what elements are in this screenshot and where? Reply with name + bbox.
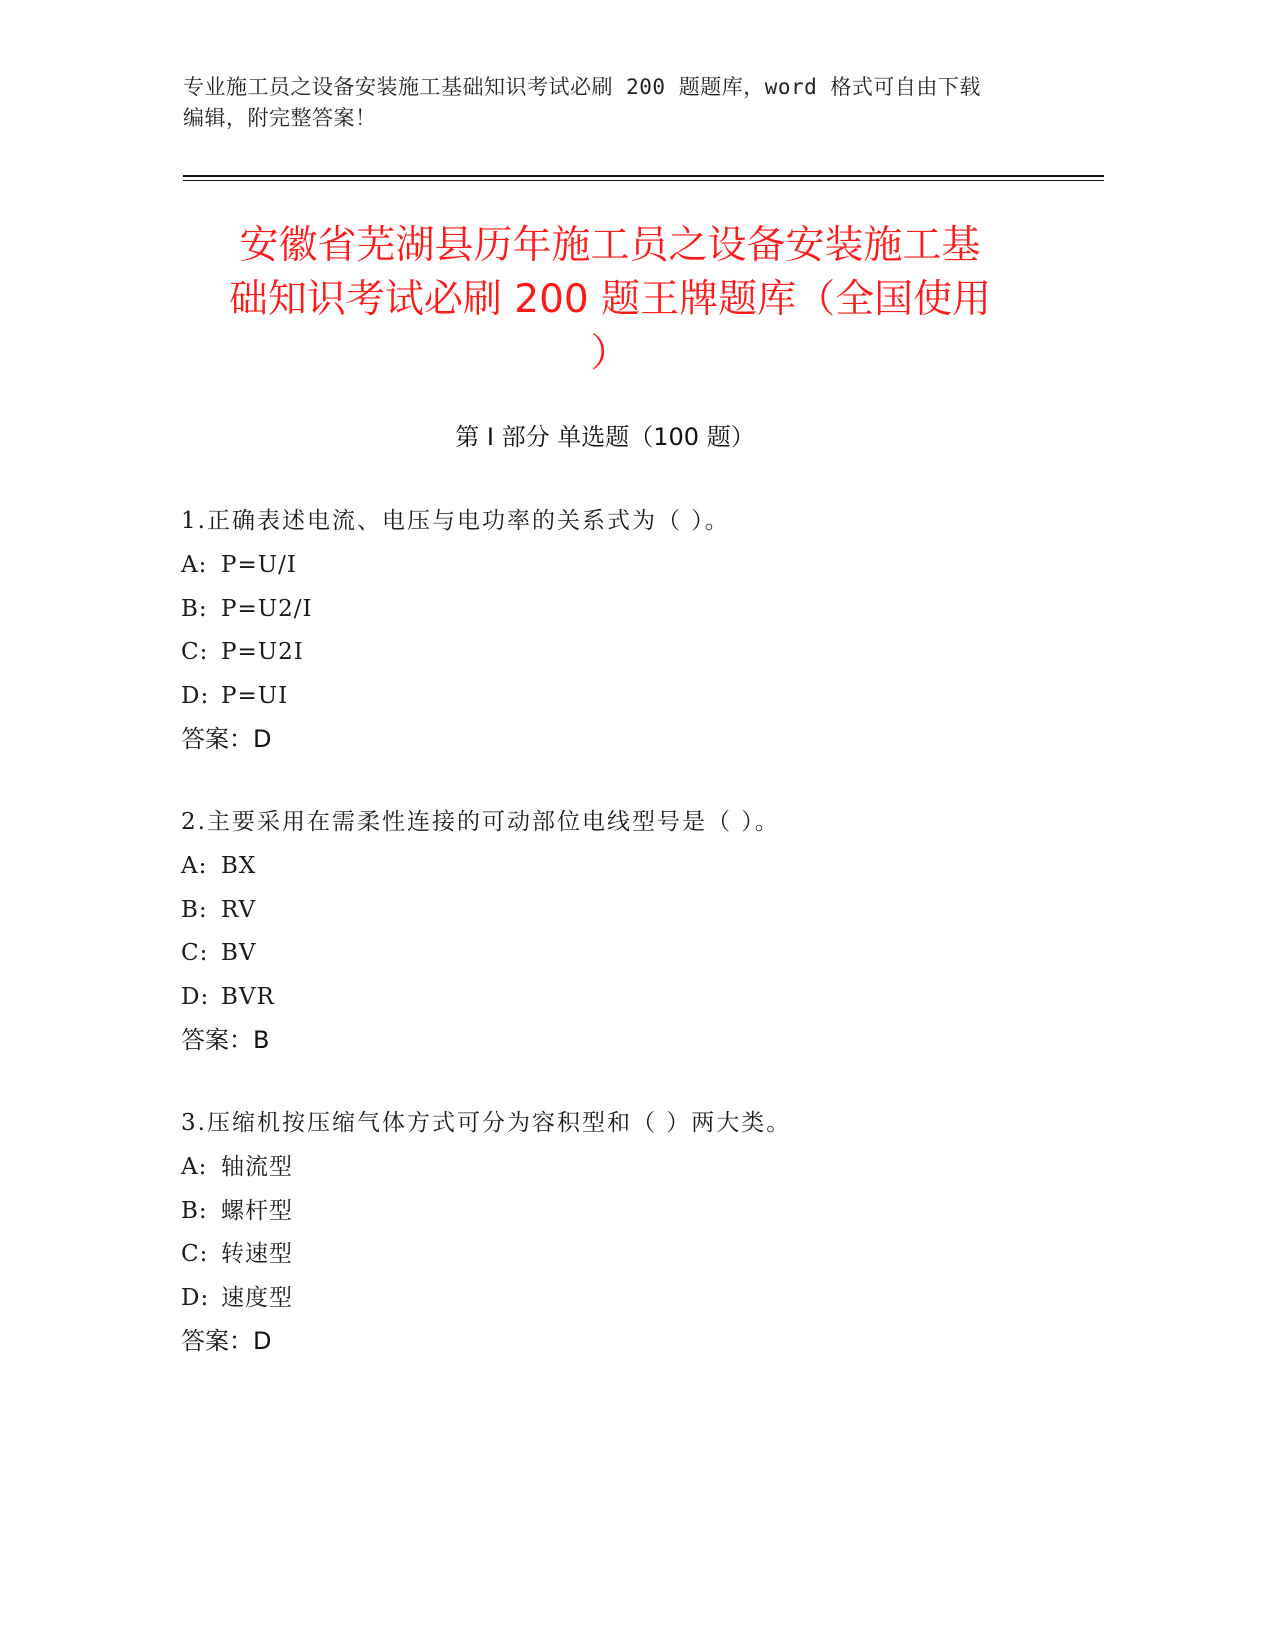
option-text: RV (221, 896, 257, 923)
header-note (183, 72, 1083, 134)
option-letter: B: (181, 896, 208, 923)
option-letter: C: (181, 940, 209, 966)
option-text: P=U2/I (221, 595, 313, 622)
option-letter: D: (181, 983, 210, 1010)
header-note-line-2: 编辑，附完整答案！ (183, 106, 377, 130)
document-title-line-1: 安徽省芜湖县历年施工员之设备安装施工基 (239, 223, 981, 268)
option-d (181, 982, 1101, 1012)
option-text: 速度型 (221, 1284, 293, 1311)
option-letter: B: (181, 595, 208, 622)
question-item (181, 807, 1101, 1055)
option-text: P=U2I (221, 639, 304, 665)
option-letter: A: (181, 853, 208, 879)
document-title-line-2: 础知识考试必刷 200 题王牌题库（全国使用 (228, 277, 992, 322)
question-text: 3.压缩机按压缩气体方式可分为容积型和（ ）两大类。 (181, 1110, 792, 1136)
option-a (181, 851, 1101, 881)
section-title: 第 I 部分 单选题（100 题） (455, 423, 755, 451)
document-title (190, 219, 1030, 381)
option-letter: D: (181, 1284, 210, 1311)
document-title-line-3: ） (590, 331, 630, 376)
option-letter: B: (181, 1197, 208, 1224)
option-text: P=UI (221, 682, 289, 709)
option-c (181, 938, 1101, 968)
option-c (181, 637, 1101, 667)
option-letter: C: (181, 1241, 209, 1267)
answer-line: 答案：B (181, 1026, 270, 1054)
option-d (181, 681, 1101, 711)
answer-line: 答案：D (181, 725, 272, 753)
option-text: 螺杆型 (221, 1197, 293, 1224)
question-item (181, 506, 1101, 754)
option-text: BVR (221, 983, 275, 1010)
header-note-line-1: 专业施工员之设备安装施工基础知识考试必刷 200 题题库，word 格式可自由下载 (183, 75, 981, 99)
option-b (181, 594, 1101, 624)
question-list (181, 506, 1101, 1409)
option-text: P=U/I (221, 552, 297, 578)
option-text: 转速型 (221, 1241, 293, 1267)
option-b (181, 1196, 1101, 1226)
option-text: 轴流型 (221, 1154, 293, 1180)
question-text: 2.主要采用在需柔性连接的可动部位电线型号是（ ）。 (181, 809, 780, 835)
question-item (181, 1108, 1101, 1356)
option-text: BV (221, 940, 257, 966)
option-letter: D: (181, 682, 210, 709)
option-letter: A: (181, 552, 208, 578)
option-c (181, 1239, 1101, 1269)
question-text: 1.正确表述电流、电压与电功率的关系式为（ ）。 (181, 508, 730, 534)
header-divider-thin (183, 180, 1104, 181)
option-b (181, 895, 1101, 925)
option-d (181, 1283, 1101, 1313)
header-divider-thick (183, 175, 1104, 177)
option-letter: C: (181, 639, 209, 665)
answer-line: 答案：D (181, 1327, 272, 1355)
option-a (181, 1152, 1101, 1182)
option-letter: A: (181, 1154, 208, 1180)
option-text: BX (221, 853, 257, 879)
option-a (181, 550, 1101, 580)
